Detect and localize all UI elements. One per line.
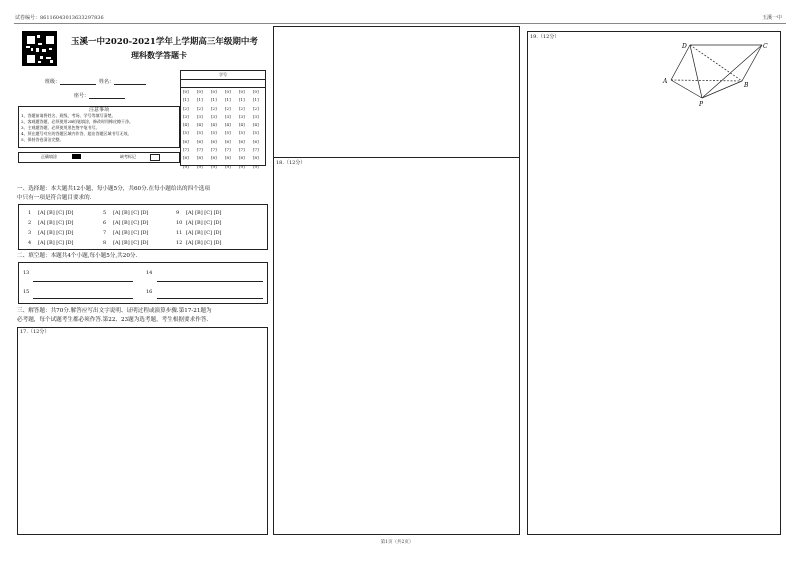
mc-options[interactable]: [A] [B] [C] [D]: [38, 240, 74, 246]
digit-bubble[interactable]: [6]: [239, 138, 245, 144]
digit-bubble[interactable]: [3]: [239, 113, 245, 119]
correct-fill-label: 正确填涂: [41, 154, 57, 159]
student-number-column[interactable]: [197, 88, 203, 171]
digit-bubble[interactable]: [8]: [183, 155, 189, 161]
missing-exam-checkbox[interactable]: [150, 154, 160, 161]
digit-bubble[interactable]: [0]: [211, 89, 217, 94]
name-field[interactable]: [99, 79, 146, 85]
mc-number: 4: [28, 240, 32, 246]
student-number-column[interactable]: [253, 88, 259, 171]
page-subtitle: 理科数学答题卡: [131, 50, 187, 60]
missing-exam-label: 缺考标记: [120, 154, 136, 159]
mc-options[interactable]: [A] [B] [C] [D]: [186, 240, 222, 246]
blank-answer-line[interactable]: [157, 298, 263, 299]
mc-options[interactable]: [A] [B] [C] [D]: [38, 210, 74, 216]
class-label: 班级：: [45, 79, 61, 85]
digit-bubble[interactable]: [5]: [225, 130, 231, 136]
notice-item: 5、保持答卷清洁完整。: [21, 137, 64, 142]
digit-bubble[interactable]: [2]: [211, 105, 217, 111]
mc-options[interactable]: [A] [B] [C] [D]: [38, 230, 74, 236]
digit-bubble[interactable]: [6]: [225, 138, 231, 144]
blank-answer-line[interactable]: [157, 281, 263, 282]
notice-item: 2、客观题答题，必须使用2B铅笔填涂，修改时用橡皮擦干净。: [21, 119, 134, 124]
mc-row: [103, 210, 149, 216]
digit-bubble[interactable]: [7]: [197, 147, 203, 153]
digit-bubble[interactable]: [4]: [225, 122, 231, 128]
digit-bubble[interactable]: [3]: [211, 113, 217, 119]
mc-number: 2: [28, 220, 32, 226]
notice-item: 3、主观题答题，必须使用黑色签字笔书写。: [21, 125, 100, 130]
mc-row: [103, 240, 149, 246]
mc-row: [28, 210, 74, 216]
digit-bubble[interactable]: [2]: [253, 105, 259, 111]
mc-number: 7: [103, 230, 107, 236]
vertex-label-p: P: [699, 101, 704, 108]
mc-options[interactable]: [A] [B] [C] [D]: [113, 220, 149, 226]
geometry-figure: [660, 38, 770, 110]
blank-number: 13: [23, 270, 30, 276]
digit-bubble[interactable]: [4]: [253, 122, 259, 128]
digit-bubble[interactable]: [0]: [183, 89, 189, 94]
blank-answer-line[interactable]: [33, 281, 133, 282]
mc-number: 6: [103, 220, 107, 226]
mc-row: [103, 220, 149, 226]
mc-options[interactable]: [A] [B] [C] [D]: [38, 220, 74, 226]
digit-bubble[interactable]: [3]: [225, 113, 231, 119]
qr-code-icon: [22, 31, 57, 66]
mc-row: [103, 230, 149, 236]
mc-options[interactable]: [A] [B] [C] [D]: [113, 230, 149, 236]
digit-bubble[interactable]: [1]: [197, 97, 203, 103]
digit-bubble[interactable]: [8]: [211, 155, 217, 161]
digit-bubble[interactable]: [8]: [239, 155, 245, 161]
digit-bubble[interactable]: [7]: [211, 147, 217, 153]
blank-answer-line[interactable]: [33, 298, 133, 299]
digit-bubble[interactable]: [0]: [239, 89, 245, 94]
student-number-column[interactable]: [183, 88, 189, 171]
q17-answer-box[interactable]: [17, 327, 268, 535]
multiple-choice-box: [18, 204, 268, 250]
mc-options[interactable]: [A] [B] [C] [D]: [186, 210, 222, 216]
mc-options[interactable]: [A] [B] [C] [D]: [113, 240, 149, 246]
section3-heading-cont: 必考题，每个试题考生都必须作答.第22、23题为选考题，考生根据要求作答.: [17, 317, 209, 323]
digit-bubble[interactable]: [9]: [225, 163, 231, 169]
mc-options[interactable]: [A] [B] [C] [D]: [186, 230, 222, 236]
digit-bubble[interactable]: [2]: [225, 105, 231, 111]
digit-bubble[interactable]: [3]: [183, 113, 189, 119]
mc-row: [176, 210, 222, 216]
notice-title: 注意事项: [88, 107, 109, 113]
mc-number: 8: [103, 240, 107, 246]
name-label: 姓名：: [99, 79, 115, 85]
digit-bubble[interactable]: [1]: [225, 97, 231, 103]
digit-bubble[interactable]: [7]: [183, 147, 189, 153]
digit-bubble[interactable]: [5]: [211, 130, 217, 136]
q17-continuation-box[interactable]: [273, 26, 520, 158]
digit-bubble[interactable]: [2]: [239, 105, 245, 111]
digit-bubble[interactable]: [0]: [225, 89, 231, 94]
mc-number: 1: [28, 210, 32, 216]
mc-row: [176, 220, 222, 226]
digit-bubble[interactable]: [3]: [253, 113, 259, 119]
digit-bubble[interactable]: [9]: [211, 163, 217, 169]
section3-heading: 三、解答题：共70分.解答应写出文字说明、证明过程或演算步骤.第17-21题为: [17, 308, 212, 314]
mc-number: 9: [176, 210, 180, 216]
student-number-title: 学号: [219, 72, 227, 77]
mc-row: [176, 240, 222, 246]
vertex-label-d: D: [682, 43, 687, 50]
digit-bubble[interactable]: [7]: [253, 147, 259, 153]
mc-number: 12: [176, 240, 183, 246]
blank-number: 16: [146, 289, 153, 295]
section1-heading: 一、选择题：本大题共12小题，每小题5分，共60分.在每小题给出的四个选项: [17, 186, 210, 192]
digit-bubble[interactable]: [4]: [239, 122, 245, 128]
student-number-column[interactable]: [211, 88, 217, 171]
digit-bubble[interactable]: [3]: [197, 113, 203, 119]
digit-bubble[interactable]: [4]: [211, 122, 217, 128]
digit-bubble[interactable]: [9]: [183, 163, 189, 169]
mc-row: [28, 220, 74, 226]
fill-blank-box: [18, 262, 268, 304]
digit-bubble[interactable]: [8]: [197, 155, 203, 161]
digit-bubble[interactable]: [5]: [239, 130, 245, 136]
blank-number: 14: [146, 270, 153, 276]
digit-bubble[interactable]: [1]: [239, 97, 245, 103]
digit-bubble[interactable]: [9]: [197, 163, 203, 169]
mc-options[interactable]: [A] [B] [C] [D]: [186, 220, 222, 226]
mc-row: [28, 230, 74, 236]
digit-bubble[interactable]: [9]: [239, 163, 245, 169]
mc-number: 5: [103, 210, 107, 216]
seat-field[interactable]: [74, 93, 125, 99]
q19-label: 19.（12分）: [530, 34, 560, 40]
notice-item: 1、答题前请将姓名、班级、考场、学号等填写清楚。: [21, 113, 116, 118]
section2-heading: 二、填空题：本题共4个小题,每小题5分,共20分.: [17, 253, 138, 259]
section1-heading-cont: 中只有一项是符合题目要求的.: [17, 195, 92, 201]
class-field[interactable]: [45, 79, 96, 85]
digit-bubble[interactable]: [5]: [183, 130, 189, 136]
page-title: 玉溪一中2020-2021学年上学期高三年级期中考: [71, 37, 258, 47]
digit-bubble[interactable]: [0]: [253, 89, 259, 94]
digit-bubble[interactable]: [5]: [197, 130, 203, 136]
correct-fill-mark-icon: [72, 154, 81, 159]
digit-bubble[interactable]: [4]: [183, 122, 189, 128]
blank-number: 15: [23, 289, 30, 295]
digit-bubble[interactable]: [1]: [183, 97, 189, 103]
digit-bubble[interactable]: [1]: [253, 97, 259, 103]
notice-item: 4、须在题号对应的答题区域内作答，超出答题区域书写无效。: [21, 131, 132, 136]
school-short: 玉溪一中: [761, 15, 782, 21]
digit-bubble[interactable]: [6]: [253, 138, 259, 144]
mc-number: 3: [28, 230, 32, 236]
mc-options[interactable]: [A] [B] [C] [D]: [113, 210, 149, 216]
fill-example-box: [18, 152, 180, 163]
notice-box: [18, 106, 180, 148]
digit-bubble[interactable]: [4]: [197, 122, 203, 128]
student-number-grid: [180, 70, 266, 169]
digit-bubble[interactable]: [8]: [253, 155, 259, 161]
digit-bubble[interactable]: [0]: [197, 89, 203, 94]
mc-row: [176, 230, 222, 236]
digit-bubble[interactable]: [2]: [183, 105, 189, 111]
digit-bubble[interactable]: [6]: [211, 138, 217, 144]
seat-label: 座号：: [74, 93, 90, 99]
q17-label: 17.（12分）: [20, 329, 50, 335]
vertex-label-b: B: [744, 82, 749, 89]
q18-answer-box[interactable]: [273, 157, 520, 535]
page-number: 第1页（共2页）: [380, 540, 414, 545]
digit-bubble[interactable]: [9]: [253, 163, 259, 169]
exam-id: 试卷编号：8611604301363329783​6: [15, 15, 104, 21]
mc-number: 11: [176, 230, 183, 236]
vertex-label-a: A: [663, 78, 668, 85]
digit-bubble[interactable]: [7]: [225, 147, 231, 153]
student-number-column[interactable]: [225, 88, 231, 171]
vertex-label-c: C: [763, 43, 768, 50]
q18-label: 18.（12分）: [276, 160, 306, 166]
header-divider: [14, 23, 786, 24]
digit-bubble[interactable]: [7]: [239, 147, 245, 153]
digit-bubble[interactable]: [2]: [197, 105, 203, 111]
digit-bubble[interactable]: [6]: [183, 138, 189, 144]
digit-bubble[interactable]: [8]: [225, 155, 231, 161]
digit-bubble[interactable]: [1]: [211, 97, 217, 103]
student-number-column[interactable]: [239, 88, 245, 171]
mc-number: 10: [176, 220, 183, 226]
mc-row: [28, 240, 74, 246]
digit-bubble[interactable]: [5]: [253, 130, 259, 136]
digit-bubble[interactable]: [6]: [197, 138, 203, 144]
